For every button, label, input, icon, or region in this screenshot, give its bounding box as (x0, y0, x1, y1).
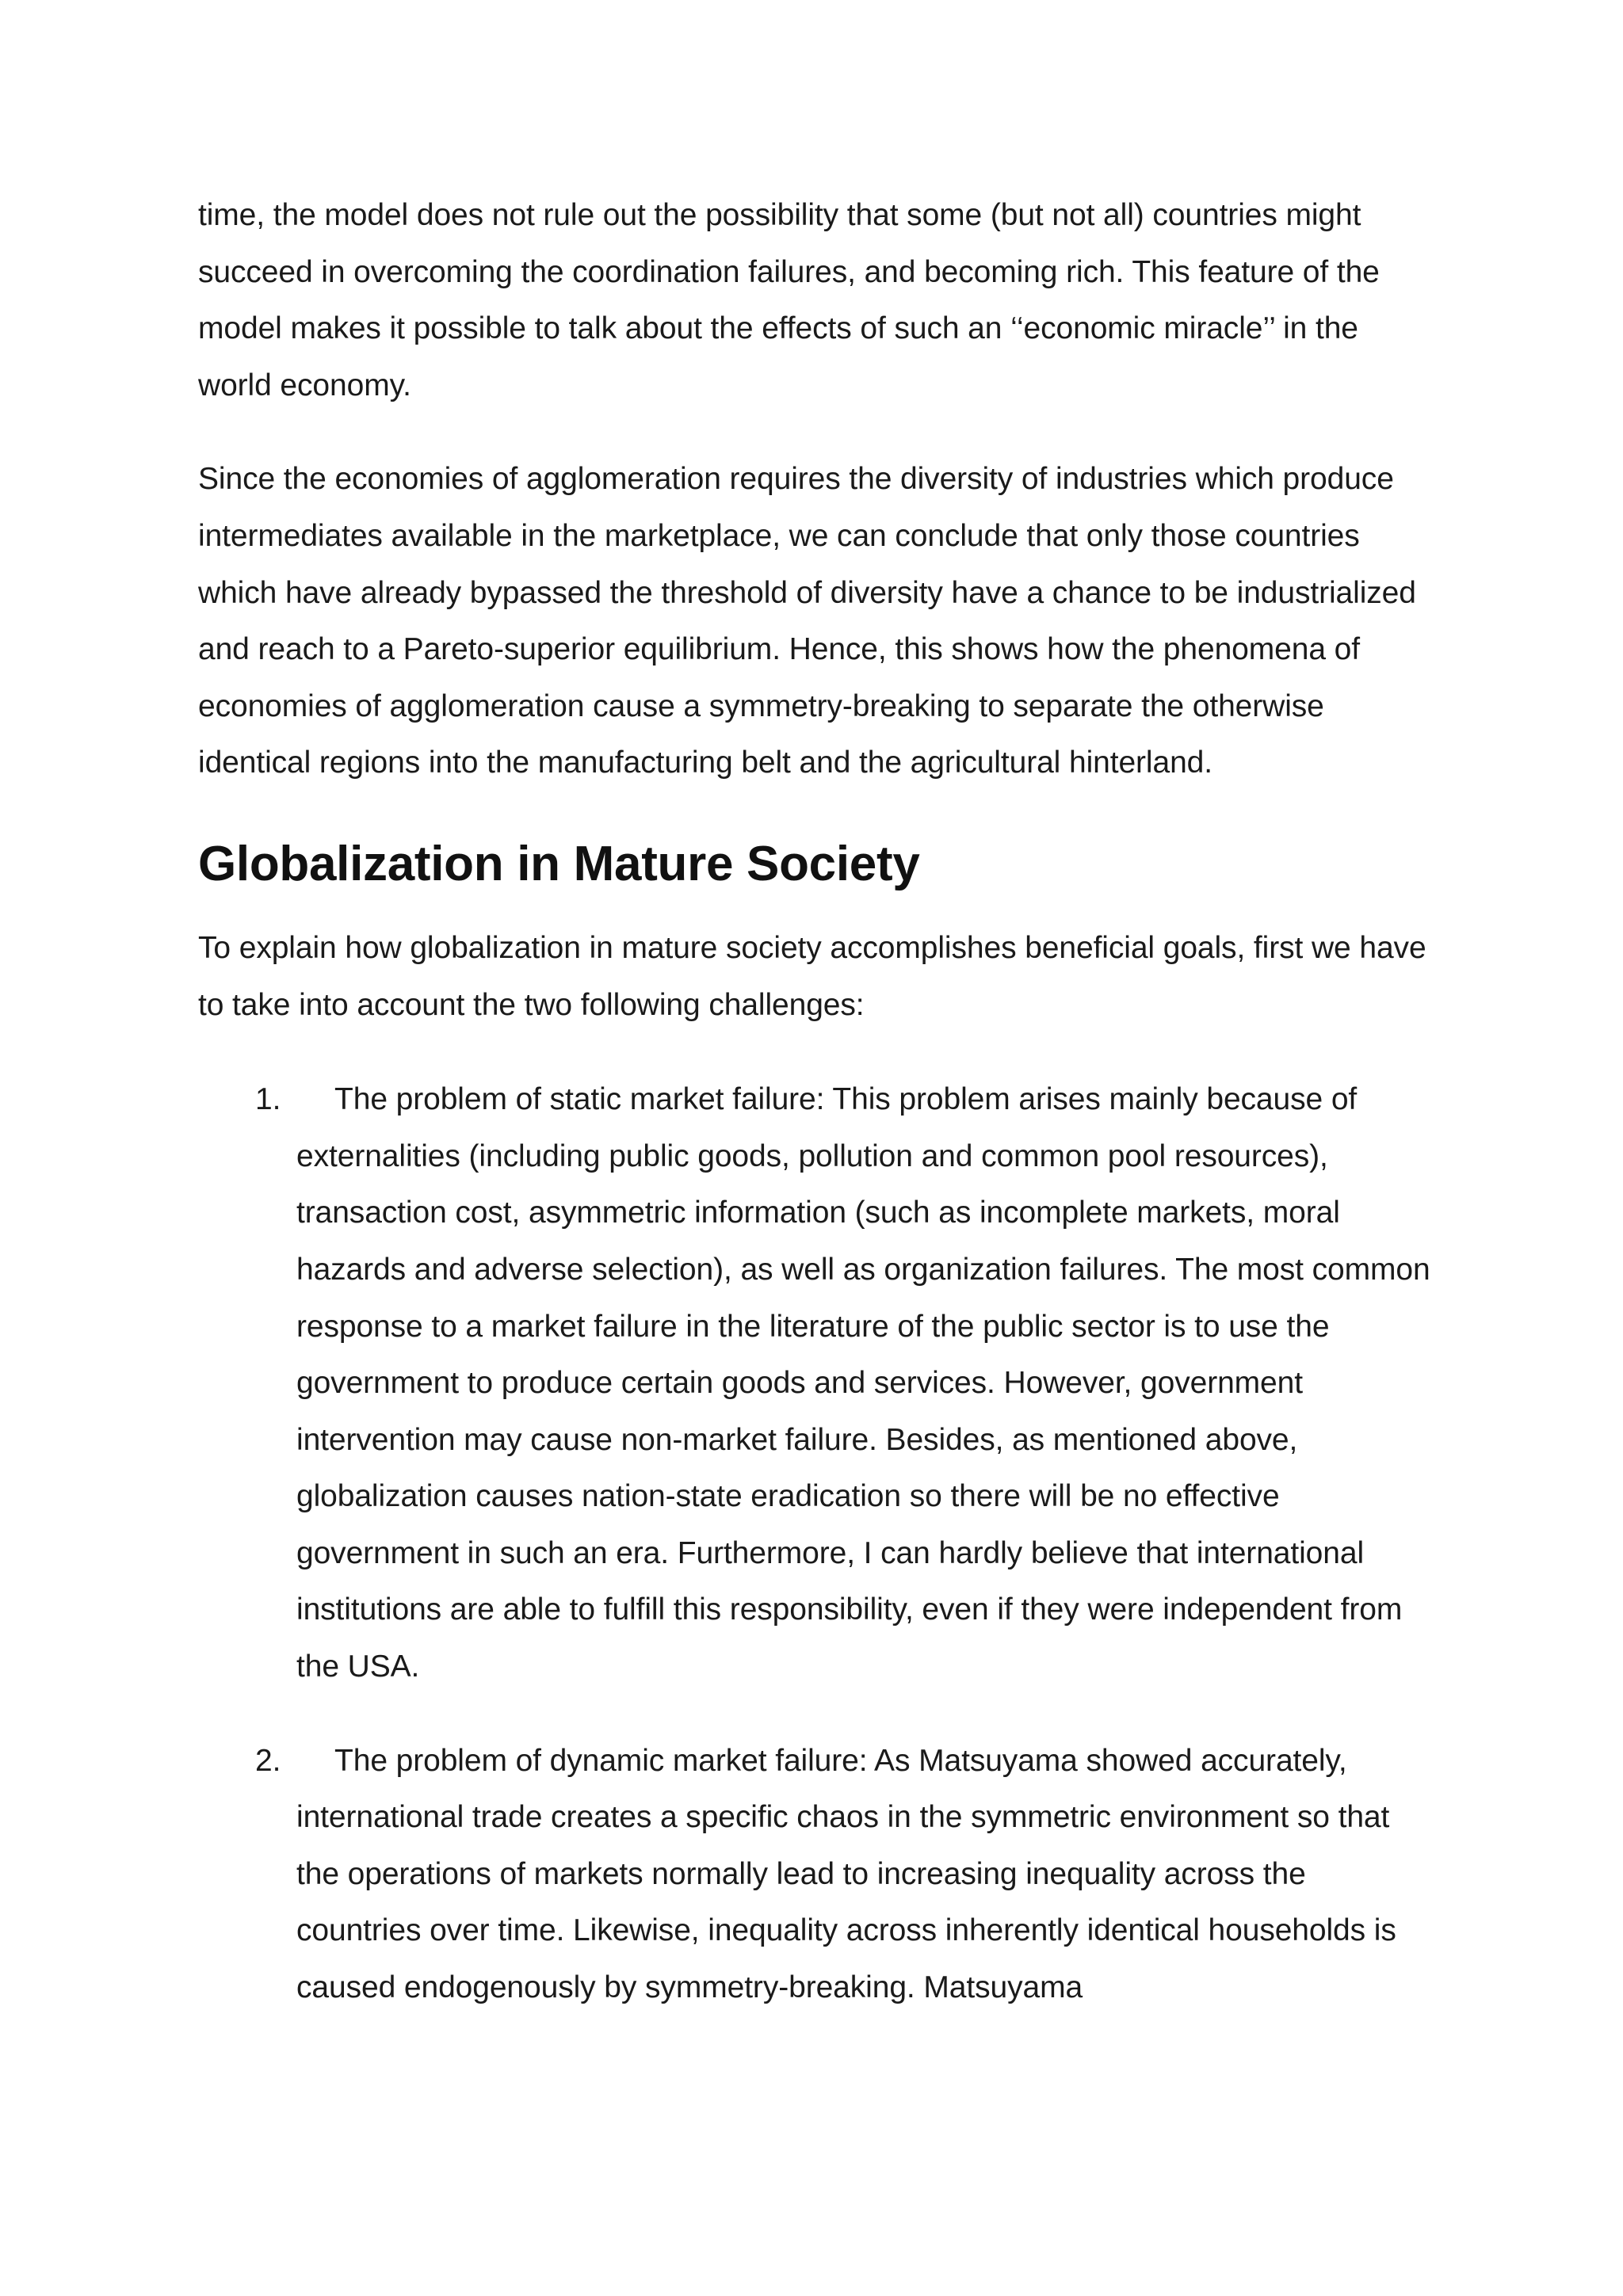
paragraph-intro-2: Since the economies of agglomeration requires the diversity of industries which produce intermediates available in the marketplace, we can conclude that only those countries which have already bypassed the threshold of diversity have a chance to be industrialized and reach to a Pareto-superior equilibrium. Hence, this shows how the phenomena of economies of agglomeration cause a symmetry-breaking to separate the otherwise identical regions into the manufacturing belt and the agricultural hinterland. (198, 462, 1416, 780)
list-item-number: 1. (255, 1082, 281, 1117)
paragraph-intro-1: time, the model does not rule out the possibility that some (but not all) countries might succeed in overcoming the coordination failures, and becoming rich. This feature of the model makes it possible to talk about the effects of such an ‘‘economic miracle’’ in the world economy. (198, 198, 1380, 402)
list-item (198, 1733, 1434, 2016)
challenges-list (198, 1071, 1434, 2016)
list-item (198, 1071, 1434, 1695)
section-heading: Globalization in Mature Society (198, 836, 920, 891)
section-intro-paragraph: To explain how globalization in mature society accomplishes beneficial goals, first we have to take into account the two following challenges: (198, 930, 1426, 1022)
list-item-text: The problem of dynamic market failure: As Matsuyama showed accurately, international trade creates a specific chaos in the symmetric environment so that the operations of markets normally lead to increasing inequality across the countries over time. Likewise, inequality across inherently identical households is caused endogenously by symmetry-breaking. Matsuyama (296, 1743, 1396, 2005)
list-item-number: 2. (255, 1743, 281, 1778)
document-page (198, 187, 1434, 2016)
list-item-text: The problem of static market failure: This problem arises mainly because of externalities (including public goods, pollution and common pool resources), transaction cost, asymmetric information (such as incomplete markets, moral hazards and adverse selection), as well as organization failures. The most common response to a market failure in the literature of the public sector is to use the government to produce certain goods and services. However, government intervention may cause non-market failure. Besides, as mentioned above, globalization causes nation-state eradication so there will be no effective government in such an era. Furthermore, I can hardly believe that international institutions are able to fulfill this responsibility, even if they were independent from the USA. (296, 1082, 1430, 1684)
